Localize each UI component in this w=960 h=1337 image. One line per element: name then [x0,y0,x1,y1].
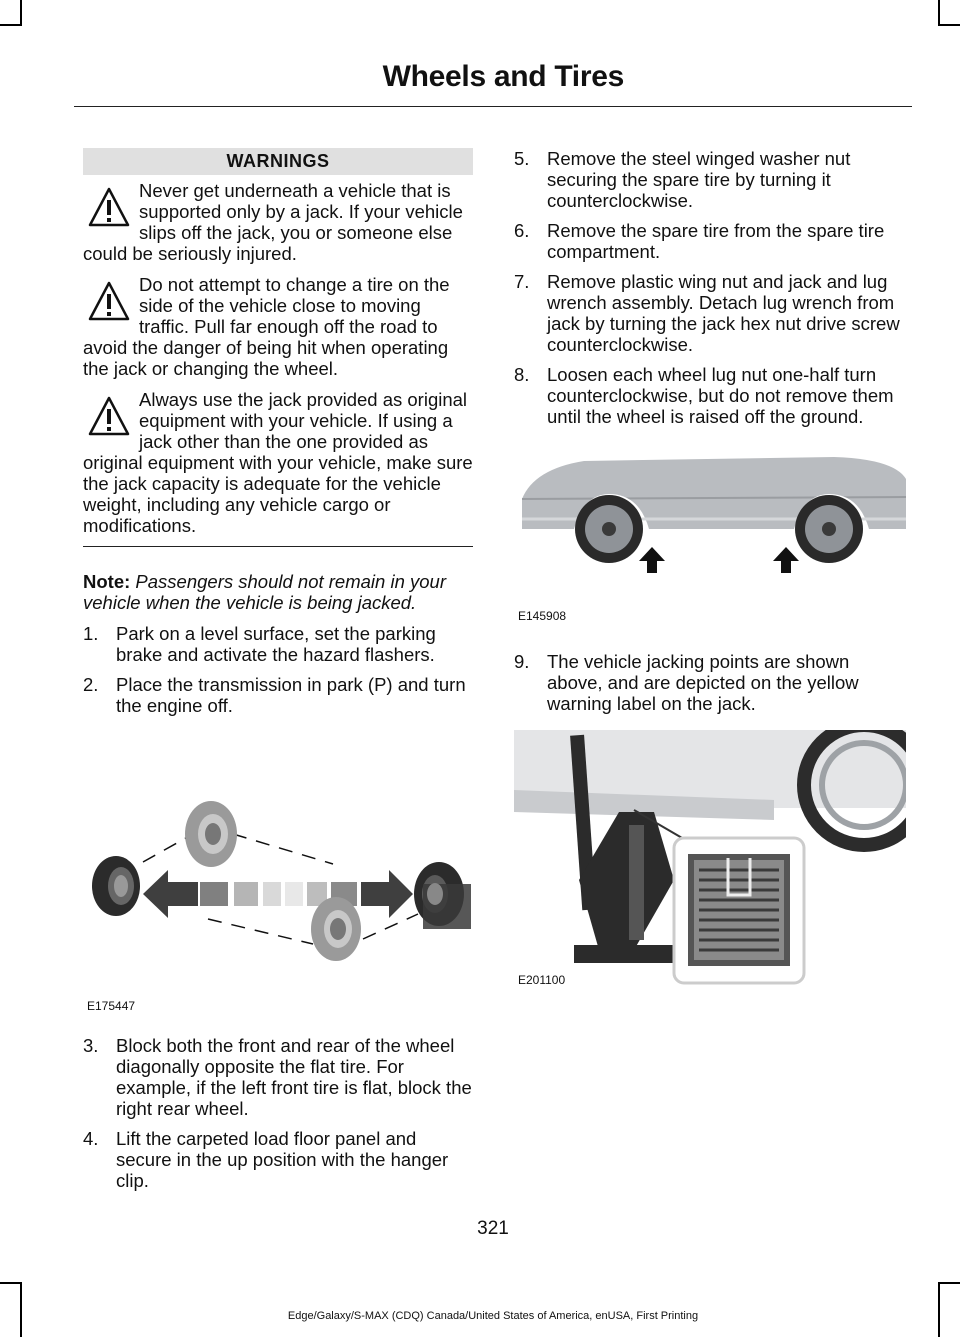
right-column [514,148,906,995]
warnings-end-rule [83,546,473,547]
step-text: Remove the spare tire from the spare tire compartment. [547,220,885,262]
figure-code: E145908 [518,609,567,623]
warning-triangle-icon [87,186,131,230]
step-text: Loosen each wheel lug nut one-half turn counterclockwise, but do not remove them until the wheel is raised off the ground. [547,364,894,427]
step-text: Park on a level surface, set the parking brake and activate the hazard flashers. [116,623,436,665]
crop-mark [0,1282,22,1284]
warning-text: Never get underneath a vehicle that is supported only by a jack. If your vehicle slips off the jack, you or someone else could be seriously injured. [83,180,463,264]
step-number: 3. [83,1035,99,1056]
step [514,651,906,714]
page-number: 321 [477,1218,509,1239]
step-number: 8. [514,364,530,385]
step-text: Place the transmission in park (P) and turn the engine off. [116,674,466,716]
step-number: 1. [83,623,99,644]
step-text: Remove the steel winged washer nut securing the spare tire by turning it counterclockwise. [547,148,851,211]
warnings-heading: WARNINGS [83,148,473,175]
step-number: 9. [514,651,530,672]
vehicle-side-illustration [514,439,906,629]
step [83,1128,473,1191]
warning-triangle-icon [87,280,131,324]
warning-text: Always use the jack provided as original equipment with your vehicle. If using a jack other than the one provided as original equipment with your vehicle, make sure the jack capacity is adequate for the vehicle weight, including any vehicle cargo or modifications. [83,389,473,536]
warning-text: Do not attempt to change a tire on the side of the vehicle close to moving traffic. Pull far enough off the road to avoid the danger of being hit when operating the jack or changing the wheel. [83,274,450,379]
crop-mark [0,24,22,26]
warning-item [83,389,473,536]
scissor-jack-illustration [514,730,906,995]
warning-triangle-icon [87,395,131,439]
step-number: 4. [83,1128,99,1149]
step [514,271,906,355]
note [83,571,473,613]
note-text: Passengers should not remain in your vehicle when the vehicle is being jacked. [83,571,446,613]
jacking-points-figure [514,439,906,629]
figure-code: E201100 [518,973,566,987]
tire-icon [92,856,140,916]
figure-code: E175447 [87,999,136,1013]
wheel-chock-icon [414,862,471,929]
step [83,674,473,716]
step [83,1035,473,1119]
left-column [83,148,473,1200]
step-text: Block both the front and rear of the wheel diagonally opposite the flat tire. For example, if the left front tire is flat, block the right rear wheel. [116,1035,472,1119]
step-number: 5. [514,148,530,169]
warning-item [83,274,473,379]
step-number: 2. [83,674,99,695]
step [514,220,906,262]
crop-mark [938,24,960,26]
warning-label-icon [688,854,790,966]
crop-mark [20,0,22,26]
wheel-icon [575,495,643,563]
footer-text: Edge/Galaxy/S-MAX (CDQ) Canada/United States of America, enUSA, First Printing [287,1310,699,1322]
wheel-blocking-illustration [83,734,473,1019]
step-number: 6. [514,220,530,241]
page-title: Wheels and Tires [382,60,624,93]
tire-icon [185,801,237,867]
tire-icon [311,897,361,961]
jacking-point-arrow-icon [639,547,799,573]
step [514,364,906,427]
step-text: Remove plastic wing nut and jack and lug wrench assembly. Detach lug wrench from jack by turning the jack hex nut drive screw counterclockwise. [547,271,900,355]
step-number: 7. [514,271,530,292]
step [514,148,906,211]
crop-mark [938,0,940,26]
step [83,623,473,665]
note-label: Note: [83,571,131,592]
jack-label-figure [514,730,906,995]
header-rule [74,106,912,107]
warning-item [83,180,473,264]
step-text: Lift the carpeted load floor panel and secure in the up position with the hanger clip. [116,1128,449,1191]
crop-mark [938,1282,960,1284]
step-text: The vehicle jacking points are shown above, and are depicted on the yellow warning label on the jack. [547,651,859,714]
wheel-icon [795,495,863,563]
wheel-blocking-figure [83,734,473,1019]
